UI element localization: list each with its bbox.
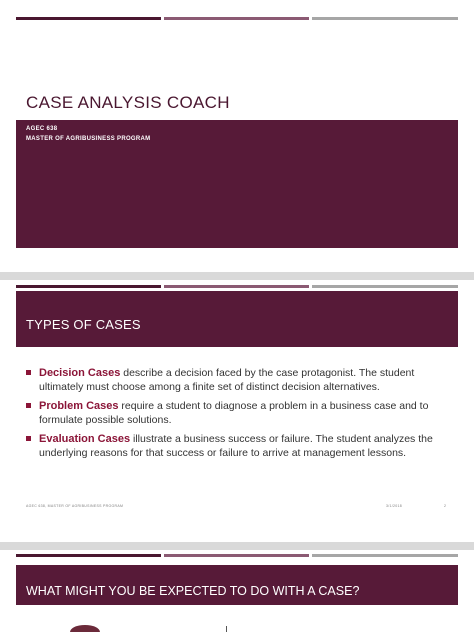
header-bars [16,17,458,20]
image-fragment [226,626,227,632]
slide-title: WHAT MIGHT YOU BE EXPECTED TO DO WITH A CASE? [26,584,360,598]
title-box [16,291,458,347]
title-box [16,565,458,605]
list-item [26,366,436,394]
square-bullet-icon [26,370,31,375]
subtitle-box [16,120,458,248]
header-bar-dark [16,285,161,288]
slide-3 [0,550,474,632]
bullet-text: require a student to diagnose a problem in a business case and to formulate possible solutions. [39,400,429,426]
bullet-list [26,366,436,465]
slide-separator [0,542,474,550]
footer-program: AGEC 638, MASTER OF AGRIBUSINESS PROGRAM [26,504,124,508]
header-bar-gray [312,17,458,20]
image-fragment [70,625,100,632]
slide-title: TYPES OF CASES [26,317,141,332]
square-bullet-icon [26,436,31,441]
header-bar-dark [16,554,161,557]
bullet-term: Decision Cases [39,367,121,379]
header-bar-dark [16,17,161,20]
footer-date: 3/1/2018 [386,504,403,508]
header-bars [16,554,458,557]
list-item [26,399,436,427]
bullet-text: describe a decision faced by the case protagonist. The student ultimately must choose among a finite set of distinct decision alternatives. [39,367,415,393]
bullet-text: illustrate a business success or failure. The student analyzes the underlying reasons for that success or failure to arrive at management lessons. [39,433,433,459]
header-bar-mid [164,554,309,557]
header-bar-gray [312,285,458,288]
slide-2 [0,280,474,542]
header-bar-mid [164,17,309,20]
course-code: AGEC 638 [26,126,58,132]
slide-separator [0,272,474,280]
program-name: MASTER OF AGRIBUSINESS PROGRAM [26,136,151,142]
bullet-term: Problem Cases [39,400,119,412]
header-bar-gray [312,554,458,557]
header-bar-mid [164,285,309,288]
list-item [26,432,436,460]
slide-title: CASE ANALYSIS COACH [26,93,230,112]
bullet-term: Evaluation Cases [39,433,131,445]
header-bars [16,285,458,288]
footer-page-number: 2 [444,504,447,508]
slide-1 [0,0,474,272]
square-bullet-icon [26,403,31,408]
